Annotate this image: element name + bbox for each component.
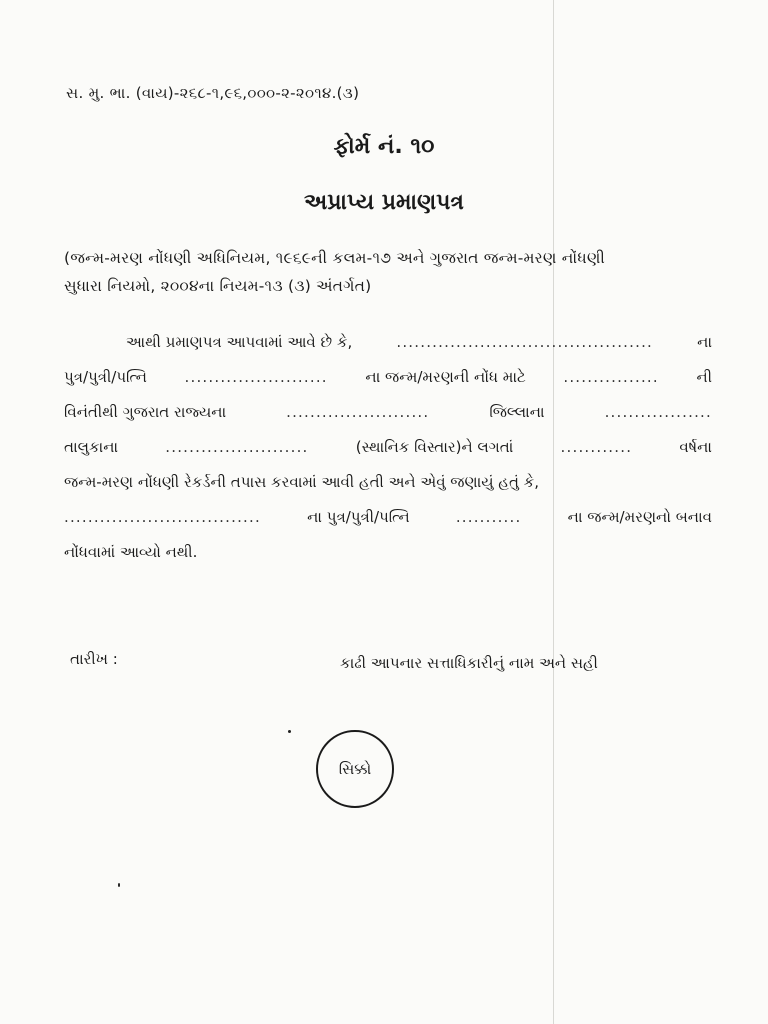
body-text: નોંધવામાં આવ્યો નથી. bbox=[64, 543, 198, 561]
body-line-4 bbox=[64, 430, 712, 465]
blank-field-name: ........................................... bbox=[396, 333, 654, 351]
body-text: વર્ષના bbox=[679, 438, 712, 456]
body-line-6 bbox=[64, 500, 712, 535]
body-text: જન્મ-મરણ નોંધણી રેકર્ડની તપાસ કરવામાં આવી હતી અને એવું જણાયું હતું કે, bbox=[64, 473, 540, 491]
blank-field-relative: ........................ bbox=[184, 368, 328, 386]
blank-field-district: ........................ bbox=[286, 403, 430, 421]
body-text: ના જન્મ/મરણની નોંધ માટે bbox=[365, 368, 526, 386]
blank-field-applicant: ................ bbox=[563, 368, 659, 386]
paper-speck bbox=[118, 883, 120, 887]
blank-field-year: ............ bbox=[560, 438, 633, 456]
paper-speck bbox=[288, 730, 291, 733]
blank-field-person: ........... bbox=[455, 508, 522, 526]
blank-field-parent: ................................. bbox=[64, 508, 261, 526]
body-line-7 bbox=[64, 535, 712, 570]
body-text: તાલુકાના bbox=[64, 438, 119, 456]
blank-field-taluka: .................. bbox=[604, 403, 712, 421]
form-title: અપ્રાપ્ય પ્રમાણપત્ર bbox=[304, 190, 464, 215]
seal-label: સિક્કો bbox=[338, 760, 372, 778]
body-text: પુત્ર/પુત્રી/પત્નિ bbox=[64, 368, 147, 386]
form-subtitle bbox=[64, 244, 714, 300]
body-text: વિનંતીથી ગુજરાત રાજ્યના bbox=[64, 403, 227, 421]
subtitle-line-1: (જન્મ-મરણ નોંધણી અધિનિયમ, ૧૯૬૯ની કલમ-૧૭ અને ગુજરાત જન્મ-મરણ નોંધણી bbox=[64, 249, 605, 267]
seal-circle bbox=[316, 730, 394, 808]
blank-field-local-area: ........................ bbox=[165, 438, 309, 456]
body-text: ના જન્મ/મરણનો બનાવ bbox=[567, 508, 712, 526]
body-text: ની bbox=[696, 368, 712, 386]
form-number: ફોર્મ નં. ૧૦ bbox=[333, 134, 435, 159]
body-text: આથી પ્રમાણપત્ર આપવામાં આવે છે કે, bbox=[126, 333, 353, 351]
body-text: ના પુત્ર/પુત્રી/પત્નિ bbox=[307, 508, 410, 526]
body-line-5 bbox=[64, 465, 712, 500]
certificate-body bbox=[64, 325, 712, 570]
body-text: (સ્થાનિક વિસ્તાર)ને લગતાં bbox=[355, 438, 514, 456]
body-line-1 bbox=[64, 325, 712, 360]
date-label: તારીખ : bbox=[70, 650, 118, 668]
body-text: ના bbox=[697, 333, 712, 351]
body-line-3 bbox=[64, 395, 712, 430]
signature-label: કાઢી આપનાર સત્તાધિકારીનું નામ અને સહી bbox=[340, 654, 598, 672]
body-text: જિલ્લાના bbox=[489, 403, 545, 421]
subtitle-line-2: સુધારા નિયમો, ૨૦૦૪ના નિયમ-૧૩ (૩) અંતર્ગત) bbox=[64, 277, 372, 295]
document-reference: સ. મુ. ભા. (વાય)-૨૬૮-૧,૯૬,૦૦૦-૨-૨૦૧૪.(૩) bbox=[66, 84, 360, 102]
body-line-2 bbox=[64, 360, 712, 395]
